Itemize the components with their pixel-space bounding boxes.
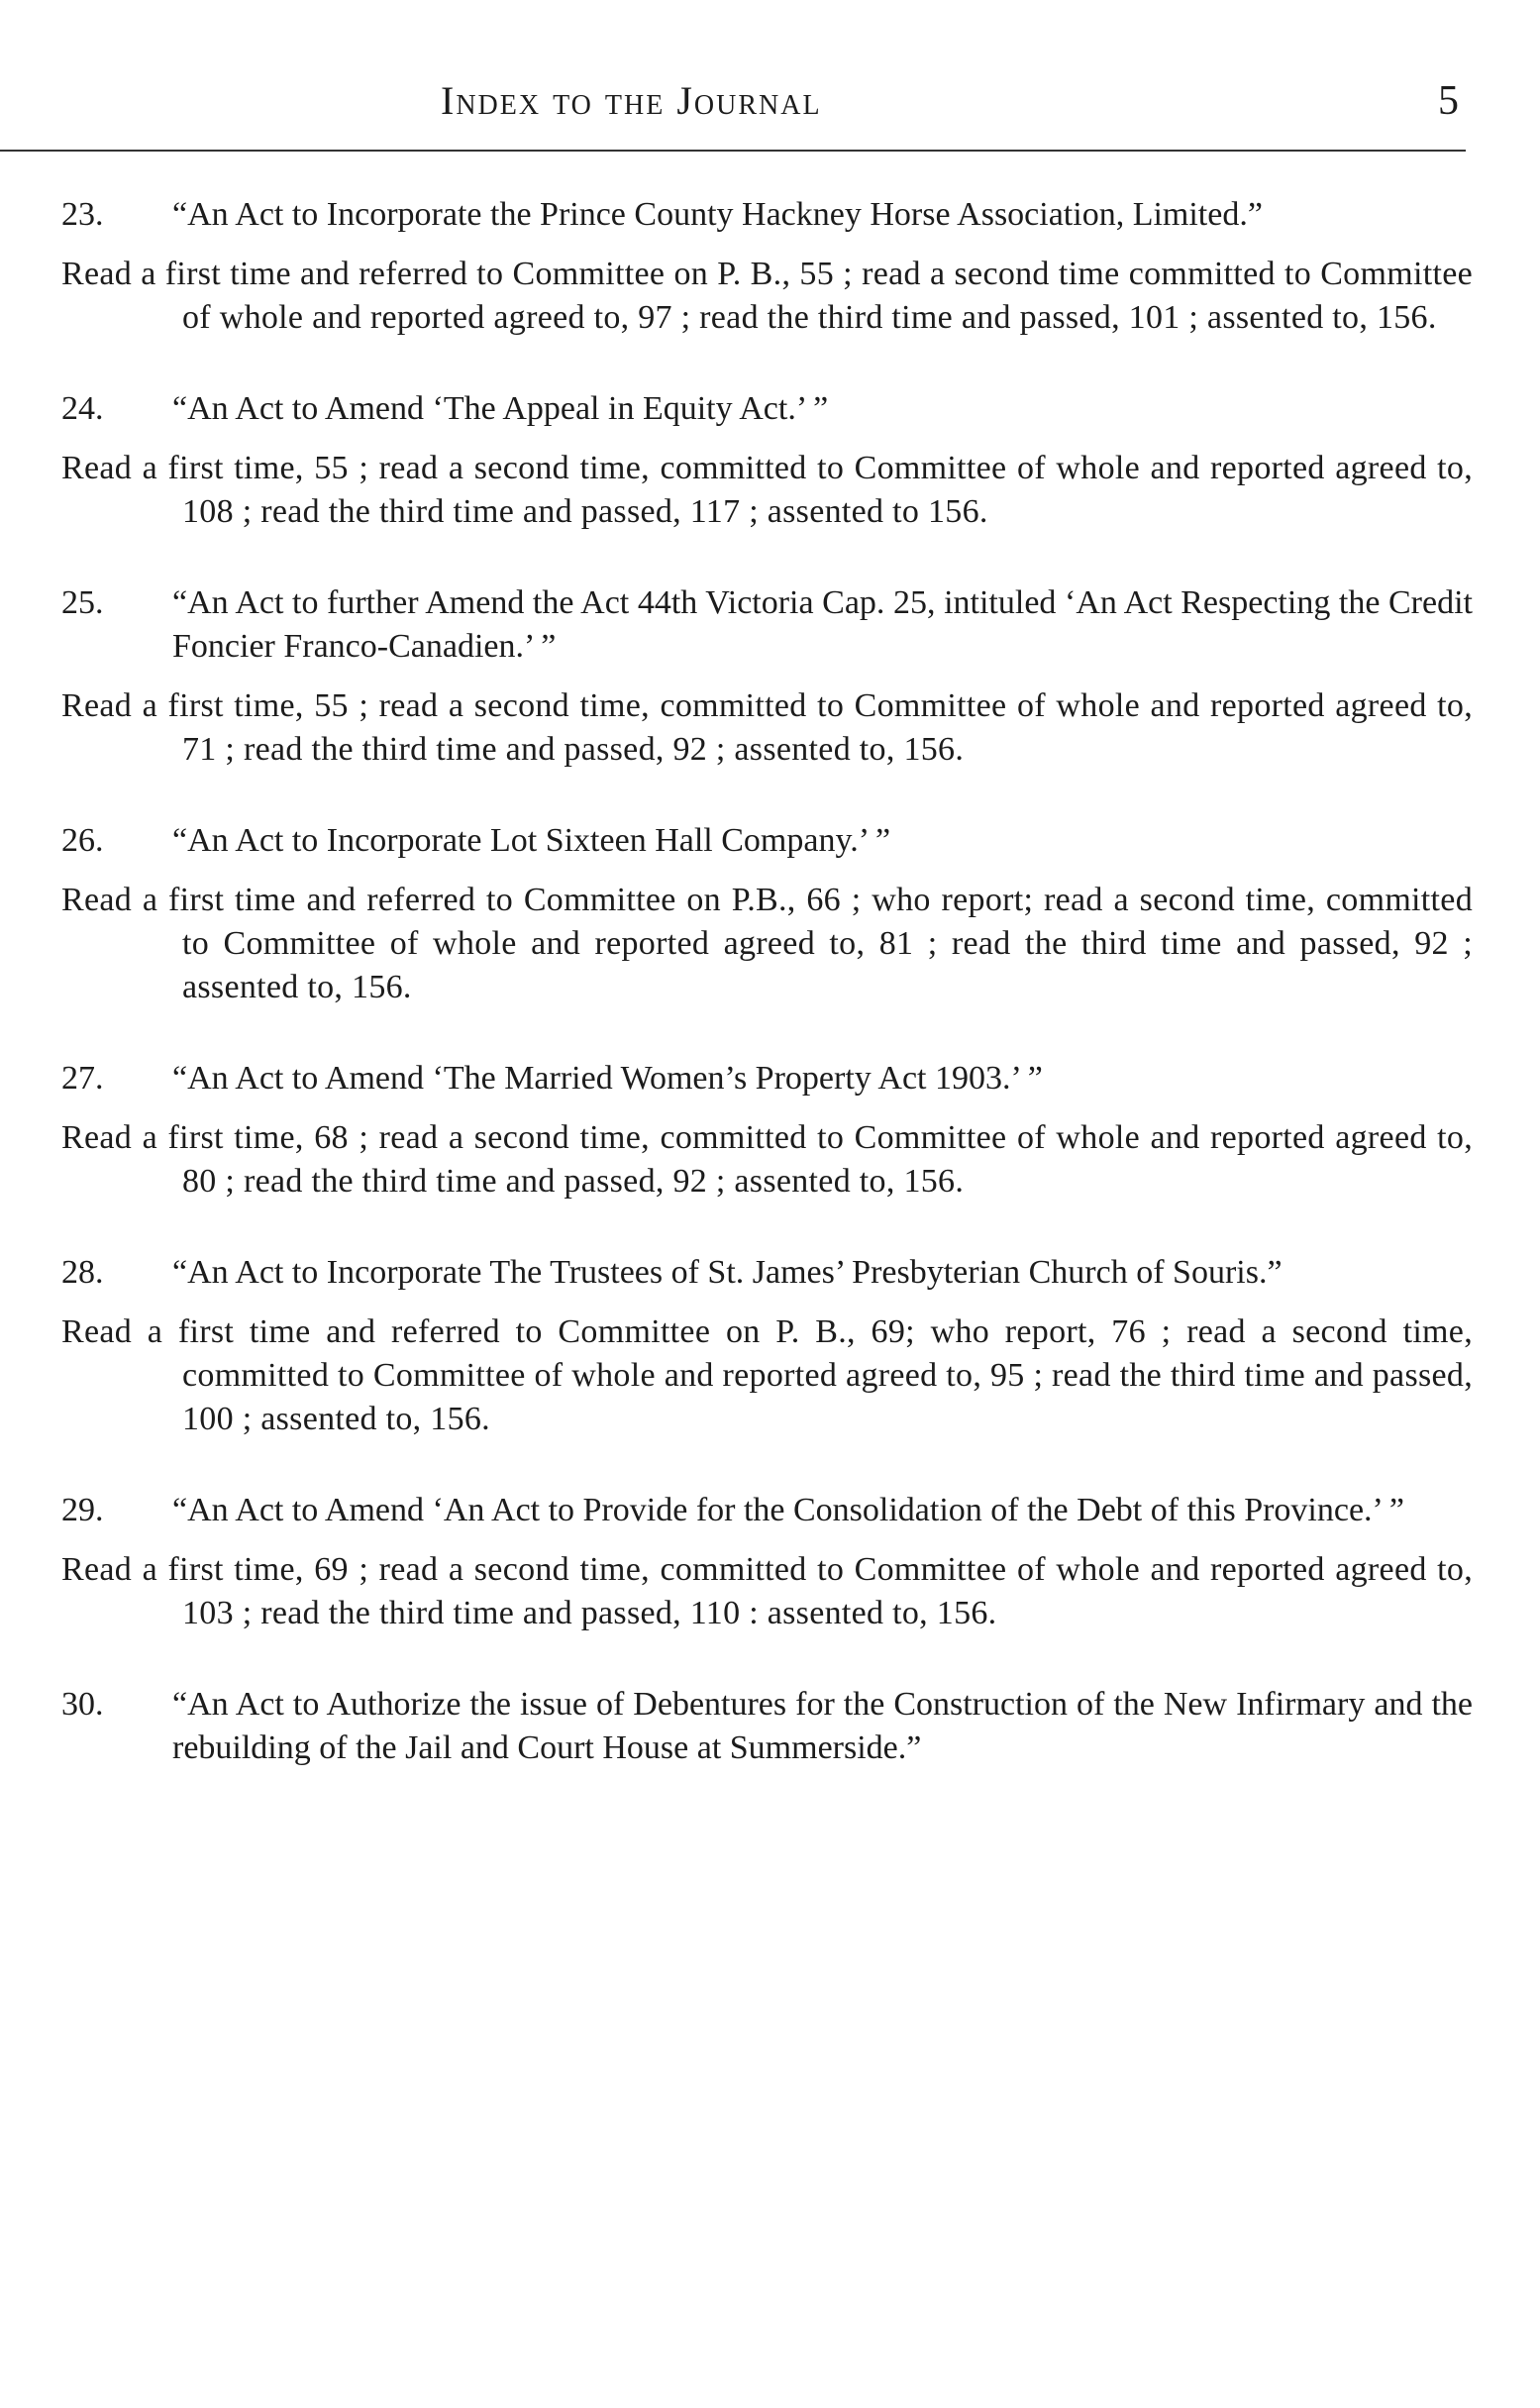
bill-title-text: “An Act to Incorporate the Prince County Hackney Horse Association, Limited.” [172,196,1263,233]
bill-title [61,193,1473,237]
index-entry [61,1683,1473,1770]
index-entry [61,581,1473,772]
bill-number: 24. [61,390,104,427]
header-rule [0,150,1466,152]
bill-number: 23. [61,196,104,233]
bill-title [61,819,1473,863]
bill-number: 26. [61,822,104,859]
index-entry [61,1489,1473,1635]
bill-number: 27. [61,1060,104,1097]
bill-title-text: “An Act to Authorize the issue of Debentures for the Construction of the New Infirmary and the rebuilding of the Jail and Court House at Summerside.” [172,1686,1473,1766]
bill-proceedings: Read a first time, 69 ; read a second time, committed to Committee of whole and reported agreed to, 103 ; read the third time and passed, 110 : assented to, 156. [61,1551,1473,1631]
bill-number: 30. [61,1686,104,1723]
bill-title [61,581,1473,669]
bill-number: 29. [61,1492,104,1528]
bill-title [61,1683,1473,1770]
bill-proceedings: Read a first time, 68 ; read a second time, committed to Committee of whole and reported agreed to, 80 ; read the third time and passed, 92 ; assented to, 156. [61,1119,1473,1200]
running-title: Index to the Journal [441,78,822,123]
bill-proceedings: Read a first time, 55 ; read a second time, committed to Committee of whole and reported agreed to, 108 ; read the third time and passed, 117 ; assented to 156. [61,450,1473,530]
bill-proceedings: Read a first time and referred to Committee on P.B., 66 ; who report; read a second time, committed to Committee of whole and reported agreed to, 81 ; read the third time and passed, 92 ; assented to, 156. [61,882,1473,1005]
bill-title-text: “An Act to Amend ‘The Married Women’s Property Act 1903.’ ” [172,1060,1043,1097]
bill-title-text: “An Act to Incorporate Lot Sixteen Hall Company.’ ” [172,822,891,859]
bill-title [61,387,1473,431]
running-header [0,77,1540,137]
page-number: 5 [1438,78,1459,124]
bill-title-text: “An Act to Incorporate The Trustees of St. James’ Presbyterian Church of Souris.” [172,1254,1283,1291]
bill-number: 25. [61,584,104,621]
index-entry [61,1251,1473,1441]
bill-title [61,1489,1473,1532]
bill-proceedings: Read a first time and referred to Committee on P. B., 55 ; read a second time committed to Committee of whole and reported agreed to, 97 ; read the third time and passed, 101 ; assented to, 156. [61,256,1473,336]
bill-proceedings: Read a first time, 55 ; read a second time, committed to Committee of whole and reported agreed to, 71 ; read the third time and passed, 92 ; assented to, 156. [61,687,1473,768]
index-entries [61,193,1473,1818]
bill-number: 28. [61,1254,104,1291]
bill-title [61,1251,1473,1295]
bill-title-text: “An Act to Amend ‘An Act to Provide for the Consolidation of the Debt of this Province.’ ” [172,1492,1404,1528]
bill-proceedings: Read a first time and referred to Committee on P. B., 69; who report, 76 ; read a second time, committed to Committee of whole and reported agreed to, 95 ; read the third time and passed, 100 ; assented to, 156. [61,1313,1473,1437]
index-entry [61,193,1473,340]
bill-title-text: “An Act to Amend ‘The Appeal in Equity Act.’ ” [172,390,829,427]
index-entry [61,1057,1473,1204]
index-entry [61,819,1473,1009]
index-entry [61,387,1473,534]
bill-title [61,1057,1473,1100]
bill-title-text: “An Act to further Amend the Act 44th Victoria Cap. 25, intituled ‘An Act Respecting the Credit Foncier Franco-Canadien.’ ” [172,584,1473,665]
